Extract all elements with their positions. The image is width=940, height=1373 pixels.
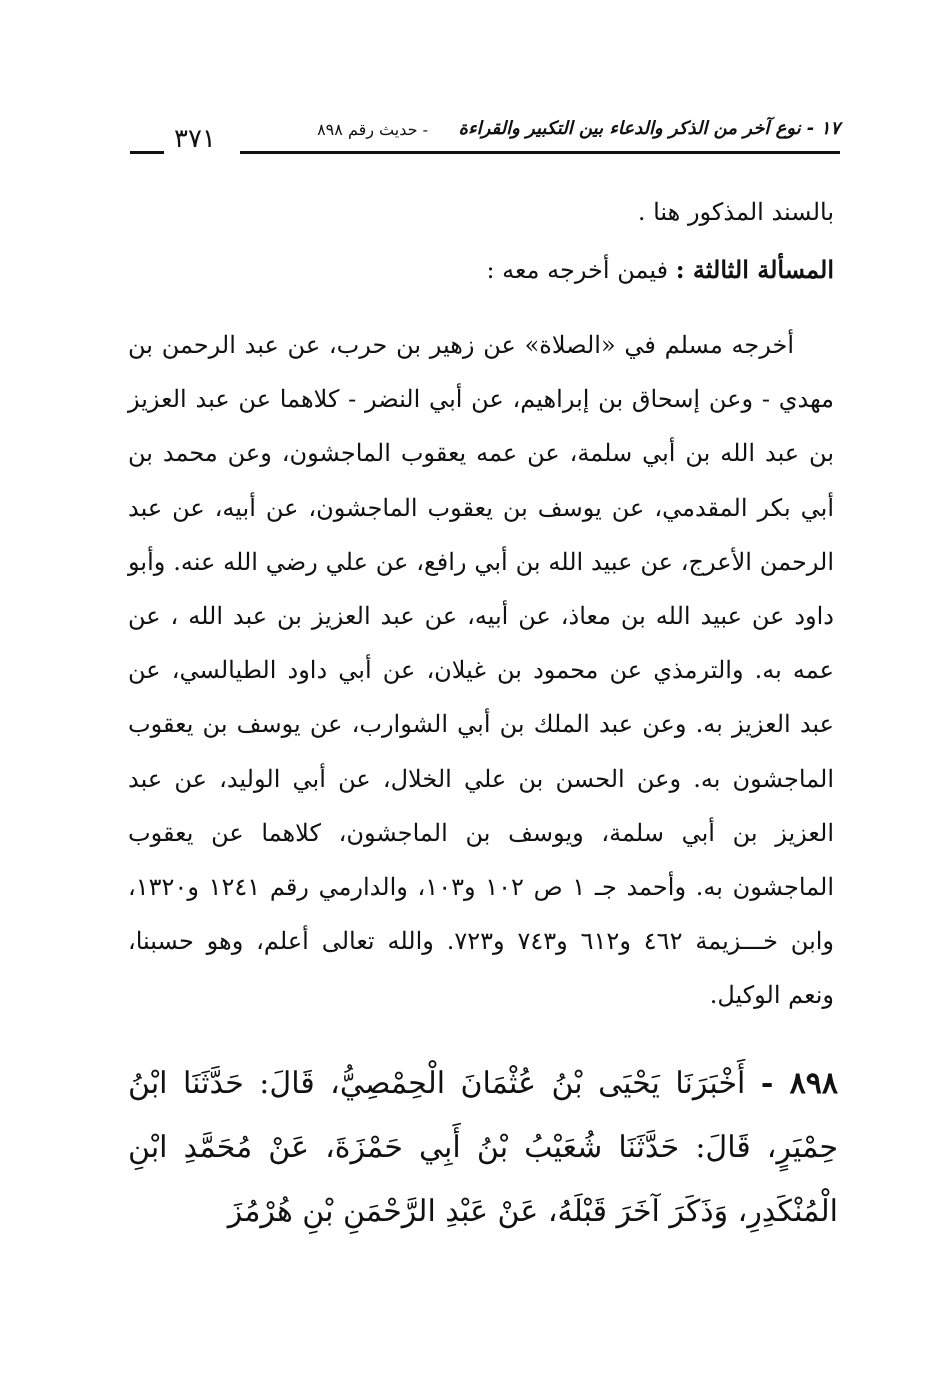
issue-label: المسألة الثالثة : (675, 255, 834, 284)
issue-heading (128, 250, 834, 290)
hadith-number: ٨٩٨ - (760, 1066, 838, 1101)
header-rule-short (130, 151, 164, 154)
hadith-block (128, 1052, 838, 1244)
hadith-text: أَخْبَرَنَا يَحْيَى بْنُ عُثْمَانَ الْحِمْصِيُّ، قَالَ: حَدَّثَنَا ابْنُ حِمْيَرٍ، قَالَ: حَدَّثَنَا شُعَيْبُ بْنُ أَبِي حَمْزَةَ، عَنْ مُحَمَّدِ ابْنِ الْمُنْكَدِرِ، وَذَكَرَ آخَرَ قَبْلَهُ، عَنْ عَبْدِ الرَّحْمَنِ بْنِ هُرْمُزَ (128, 1066, 838, 1229)
running-header (130, 118, 840, 162)
previous-paragraph-end: بالسند المذكور هنا . (637, 198, 834, 226)
chapter-title: ١٧ - نوع آخر من الذكر والدعاء بين التكبير والقراءة (458, 118, 840, 139)
issue-text: فيمن أخرجه معه : (486, 256, 669, 284)
hadith-reference: - حديث رقم ٨٩٨ (317, 120, 428, 139)
page-number: ٣٧١ (174, 124, 216, 154)
takhrij-paragraph: أخرجه مسلم في «الصلاة» عن زهير بن حرب، عن عبد الرحمن بن مهدي - وعن إسحاق بن إبراهيم، عن أبي النضر - كلاهما عن عبد العزيز بن عبد الله بن أبي سلمة، عن عمه يعقوب الماجشون، وعن محمد بن أبي بكر المقدمي، عن يوسف بن يعقوب الماجشون، عن أبيه، عن عبد الرحمن الأعرج، عن عبيد الله بن أبي رافع، عن علي رضي الله عنه. وأبو داود عن عبيد الله بن معاذ، عن أبيه، عن عبد العزيز بن عبد الله ، عن عمه به. والترمذي عن محمود بن غيلان، عن أبي داود الطيالسي، عن عبد العزيز به. وعن عبد الملك بن أبي الشوارب، عن يوسف بن يعقوب الماجشون به. وعن الحسن بن علي الخلال، عن أبي الوليد، عن عبد العزيز بن أبي سلمة، ويوسف بن الماجشون، كلاهما عن يعقوب الماجشون به. وأحمد جـ ١ ص ١٠٢ و١٠٣، والدارمي رقم ١٢٤١ و١٣٢٠، وابن خـــزيمة ٤٦٢ و٦١٢ و٧٤٣ و٧٢٣. والله تعالى أعلم، وهو حسبنا، ونعم الوكيل. (128, 331, 835, 1010)
header-rule (240, 151, 840, 154)
